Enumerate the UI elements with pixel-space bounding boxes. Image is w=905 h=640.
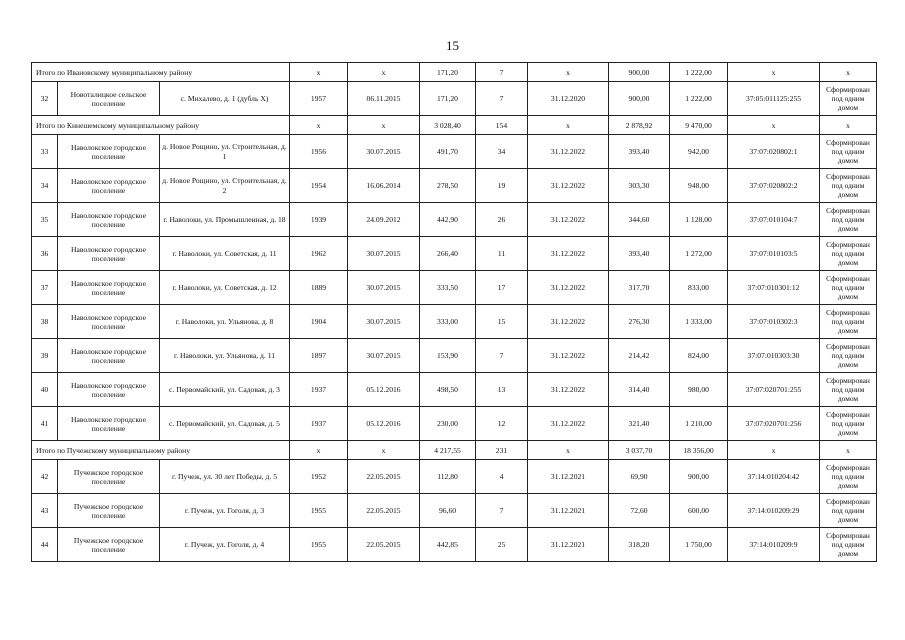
land-note-cell: Сформирован под одним домом [820,305,877,339]
cost-cell: 1 210,00 [670,407,728,441]
construction-year-cell: 1889 [290,271,348,305]
row-number-cell: 35 [32,203,58,237]
address-cell: г. Пучеж, ул. Гоголя, д. 3 [160,494,290,528]
area-cell: 498,50 [420,373,476,407]
construction-year-cell: 1952 [290,460,348,494]
settlement-cell: Пучежское городское поселение [58,528,160,562]
land-note-cell: Сформирован под одним домом [820,82,877,116]
total-cell-c7: 3 028,40 [420,116,476,135]
settlement-cell: Наволокское городское поселение [58,169,160,203]
construction-year-cell: 1957 [290,82,348,116]
construction-year-cell: 1955 [290,494,348,528]
area-cell: 333,50 [420,271,476,305]
settlement-cell: Наволокское городское поселение [58,339,160,373]
construction-year-cell: 1937 [290,373,348,407]
residents-cell: 15 [476,305,528,339]
address-cell: г. Пучеж, ул. 30 лет Победы, д. 5 [160,460,290,494]
construction-year-cell: 1955 [290,528,348,562]
relocation-deadline-cell: 31.12.2022 [528,339,609,373]
cost-cell: 900,00 [670,460,728,494]
land-note-cell: Сформирован под одним домом [820,271,877,305]
total-cell-c7: 4 217,55 [420,441,476,460]
residents-cell: 4 [476,460,528,494]
total-cell-c9: х [528,441,609,460]
cadastral-number-cell: 37:05:011125:255 [728,82,820,116]
total-cell-c8: 7 [476,63,528,82]
settlement-cell: Наволокское городское поселение [58,305,160,339]
row-number-cell: 39 [32,339,58,373]
row-number-cell: 32 [32,82,58,116]
house-row [32,82,877,116]
total-cell-c6: х [348,441,420,460]
total-cell-c9: х [528,116,609,135]
row-number-cell: 33 [32,135,58,169]
land-area-cell: 321,40 [609,407,670,441]
settlement-cell: Наволокское городское поселение [58,203,160,237]
land-area-cell: 317,70 [609,271,670,305]
row-number-cell: 38 [32,305,58,339]
settlement-cell: Наволокское городское поселение [58,373,160,407]
cost-cell: 948,00 [670,169,728,203]
cadastral-number-cell: 37:07:020701:256 [728,407,820,441]
relocation-deadline-cell: 31.12.2021 [528,460,609,494]
residents-cell: 25 [476,528,528,562]
total-cell-c8: 154 [476,116,528,135]
cadastral-number-cell: 37:07:020802:1 [728,135,820,169]
total-cell-c12: х [728,441,820,460]
settlement-cell: Новоталицкое сельское поселение [58,82,160,116]
recognition-date-cell: 16.06.2014 [348,169,420,203]
land-area-cell: 393,40 [609,237,670,271]
total-cell-c11: 9 470,00 [670,116,728,135]
cadastral-number-cell: 37:07:020701:255 [728,373,820,407]
housing-registry-table [31,62,877,562]
house-row [32,460,877,494]
residents-cell: 34 [476,135,528,169]
construction-year-cell: 1904 [290,305,348,339]
total-cell-c5: х [290,116,348,135]
address-cell: д. Новое Рощино, ул. Строительная, д. 1 [160,135,290,169]
land-area-cell: 69,90 [609,460,670,494]
relocation-deadline-cell: 31.12.2022 [528,169,609,203]
cost-cell: 1 272,00 [670,237,728,271]
construction-year-cell: 1956 [290,135,348,169]
house-row [32,271,877,305]
total-cell-c10: 900,00 [609,63,670,82]
total-cell-c6: х [348,63,420,82]
relocation-deadline-cell: 31.12.2021 [528,528,609,562]
total-cell-c11: 1 222,00 [670,63,728,82]
land-note-cell: Сформирован под одним домом [820,203,877,237]
total-cell-c9: х [528,63,609,82]
settlement-cell: Наволокское городское поселение [58,271,160,305]
relocation-deadline-cell: 31.12.2020 [528,82,609,116]
residents-cell: 17 [476,271,528,305]
relocation-deadline-cell: 31.12.2021 [528,494,609,528]
total-cell-c8: 231 [476,441,528,460]
cadastral-number-cell: 37:07:010303:30 [728,339,820,373]
address-cell: д. Новое Рощино, ул. Строительная, д. 2 [160,169,290,203]
construction-year-cell: 1897 [290,339,348,373]
relocation-deadline-cell: 31.12.2022 [528,407,609,441]
residents-cell: 11 [476,237,528,271]
cadastral-number-cell: 37:07:010104:7 [728,203,820,237]
area-cell: 442,85 [420,528,476,562]
total-cell-c10: 2 878,92 [609,116,670,135]
total-cell-c5: х [290,441,348,460]
land-area-cell: 276,30 [609,305,670,339]
address-cell: г. Наволоки, ул. Советская, д. 11 [160,237,290,271]
cadastral-number-cell: 37:07:020802:2 [728,169,820,203]
recognition-date-cell: 30.07.2015 [348,305,420,339]
address-cell: с. Михалево, д. 1 (дубль Х) [160,82,290,116]
area-cell: 442,90 [420,203,476,237]
total-cell-c10: 3 037,70 [609,441,670,460]
district-total-label: Итого по Кинешемскому муниципальному району [32,116,290,135]
residents-cell: 7 [476,494,528,528]
land-note-cell: Сформирован под одним домом [820,460,877,494]
house-row [32,407,877,441]
area-cell: 171,20 [420,82,476,116]
total-cell-c13: х [820,63,877,82]
settlement-cell: Пучежское городское поселение [58,460,160,494]
recognition-date-cell: 22.05.2015 [348,494,420,528]
land-area-cell: 303,30 [609,169,670,203]
land-area-cell: 318,20 [609,528,670,562]
address-cell: г. Наволоки, ул. Советская, д. 12 [160,271,290,305]
recognition-date-cell: 22.05.2015 [348,528,420,562]
cadastral-number-cell: 37:07:010103:5 [728,237,820,271]
row-number-cell: 36 [32,237,58,271]
cost-cell: 1 750,00 [670,528,728,562]
recognition-date-cell: 30.07.2015 [348,135,420,169]
row-number-cell: 44 [32,528,58,562]
district-total-row [32,116,877,135]
total-cell-c12: х [728,116,820,135]
land-area-cell: 344,60 [609,203,670,237]
relocation-deadline-cell: 31.12.2022 [528,203,609,237]
district-total-row [32,63,877,82]
area-cell: 266,40 [420,237,476,271]
area-cell: 153,90 [420,339,476,373]
district-total-row [32,441,877,460]
construction-year-cell: 1939 [290,203,348,237]
district-total-label: Итого по Пучежскому муниципальному району [32,441,290,460]
district-total-label: Итого по Ивановскому муниципальному району [32,63,290,82]
cadastral-number-cell: 37:07:010301:12 [728,271,820,305]
land-area-cell: 314,40 [609,373,670,407]
land-note-cell: Сформирован под одним домом [820,169,877,203]
house-row [32,169,877,203]
land-note-cell: Сформирован под одним домом [820,407,877,441]
residents-cell: 12 [476,407,528,441]
total-cell-c7: 171,20 [420,63,476,82]
cost-cell: 824,00 [670,339,728,373]
address-cell: г. Пучеж, ул. Гоголя, д. 4 [160,528,290,562]
row-number-cell: 40 [32,373,58,407]
relocation-deadline-cell: 31.12.2022 [528,271,609,305]
total-cell-c5: х [290,63,348,82]
total-cell-c12: х [728,63,820,82]
house-row [32,305,877,339]
land-note-cell: Сформирован под одним домом [820,494,877,528]
construction-year-cell: 1962 [290,237,348,271]
relocation-deadline-cell: 31.12.2022 [528,305,609,339]
area-cell: 96,60 [420,494,476,528]
recognition-date-cell: 24.09.2012 [348,203,420,237]
land-area-cell: 72,60 [609,494,670,528]
address-cell: с. Первомайский, ул. Садовая, д. 5 [160,407,290,441]
residents-cell: 13 [476,373,528,407]
cadastral-number-cell: 37:14:010204:42 [728,460,820,494]
land-note-cell: Сформирован под одним домом [820,528,877,562]
cost-cell: 1 333,00 [670,305,728,339]
relocation-deadline-cell: 31.12.2022 [528,135,609,169]
house-row [32,203,877,237]
recognition-date-cell: 30.07.2015 [348,237,420,271]
house-row [32,373,877,407]
land-area-cell: 393,40 [609,135,670,169]
address-cell: с. Первомайский, ул. Садовая, д. 3 [160,373,290,407]
construction-year-cell: 1937 [290,407,348,441]
land-note-cell: Сформирован под одним домом [820,373,877,407]
cost-cell: 942,00 [670,135,728,169]
cost-cell: 600,00 [670,494,728,528]
cadastral-number-cell: 37:14:010209:29 [728,494,820,528]
residents-cell: 19 [476,169,528,203]
residents-cell: 7 [476,339,528,373]
recognition-date-cell: 05.12.2016 [348,373,420,407]
settlement-cell: Пучежское городское поселение [58,494,160,528]
address-cell: г. Наволоки, ул. Промышленная, д. 18 [160,203,290,237]
total-cell-c6: х [348,116,420,135]
cadastral-number-cell: 37:14:010209:9 [728,528,820,562]
area-cell: 333,00 [420,305,476,339]
settlement-cell: Наволокское городское поселение [58,407,160,441]
residents-cell: 7 [476,82,528,116]
land-area-cell: 900,00 [609,82,670,116]
relocation-deadline-cell: 31.12.2022 [528,237,609,271]
house-row [32,237,877,271]
house-row [32,339,877,373]
recognition-date-cell: 22.05.2015 [348,460,420,494]
row-number-cell: 37 [32,271,58,305]
land-note-cell: Сформирован под одним домом [820,237,877,271]
cost-cell: 1 128,00 [670,203,728,237]
total-cell-c13: х [820,116,877,135]
area-cell: 491,70 [420,135,476,169]
house-row [32,494,877,528]
settlement-cell: Наволокское городское поселение [58,237,160,271]
recognition-date-cell: 05.12.2016 [348,407,420,441]
land-area-cell: 214,42 [609,339,670,373]
land-note-cell: Сформирован под одним домом [820,339,877,373]
total-cell-c11: 18 356,00 [670,441,728,460]
residents-cell: 26 [476,203,528,237]
recognition-date-cell: 30.07.2015 [348,271,420,305]
recognition-date-cell: 06.11.2015 [348,82,420,116]
construction-year-cell: 1954 [290,169,348,203]
page-number: 15 [446,38,459,53]
row-number-cell: 42 [32,460,58,494]
settlement-cell: Наволокское городское поселение [58,135,160,169]
cost-cell: 833,00 [670,271,728,305]
cost-cell: 980,00 [670,373,728,407]
house-row [32,135,877,169]
land-note-cell: Сформирован под одним домом [820,135,877,169]
address-cell: г. Наволоки, ул. Ульянова, д. 8 [160,305,290,339]
row-number-cell: 43 [32,494,58,528]
house-row [32,528,877,562]
area-cell: 230,00 [420,407,476,441]
row-number-cell: 34 [32,169,58,203]
cadastral-number-cell: 37:07:010302:3 [728,305,820,339]
row-number-cell: 41 [32,407,58,441]
area-cell: 112,80 [420,460,476,494]
total-cell-c13: х [820,441,877,460]
cost-cell: 1 222,00 [670,82,728,116]
address-cell: г. Наволоки, ул. Ульянова, д. 11 [160,339,290,373]
recognition-date-cell: 30.07.2015 [348,339,420,373]
area-cell: 278,50 [420,169,476,203]
relocation-deadline-cell: 31.12.2022 [528,373,609,407]
